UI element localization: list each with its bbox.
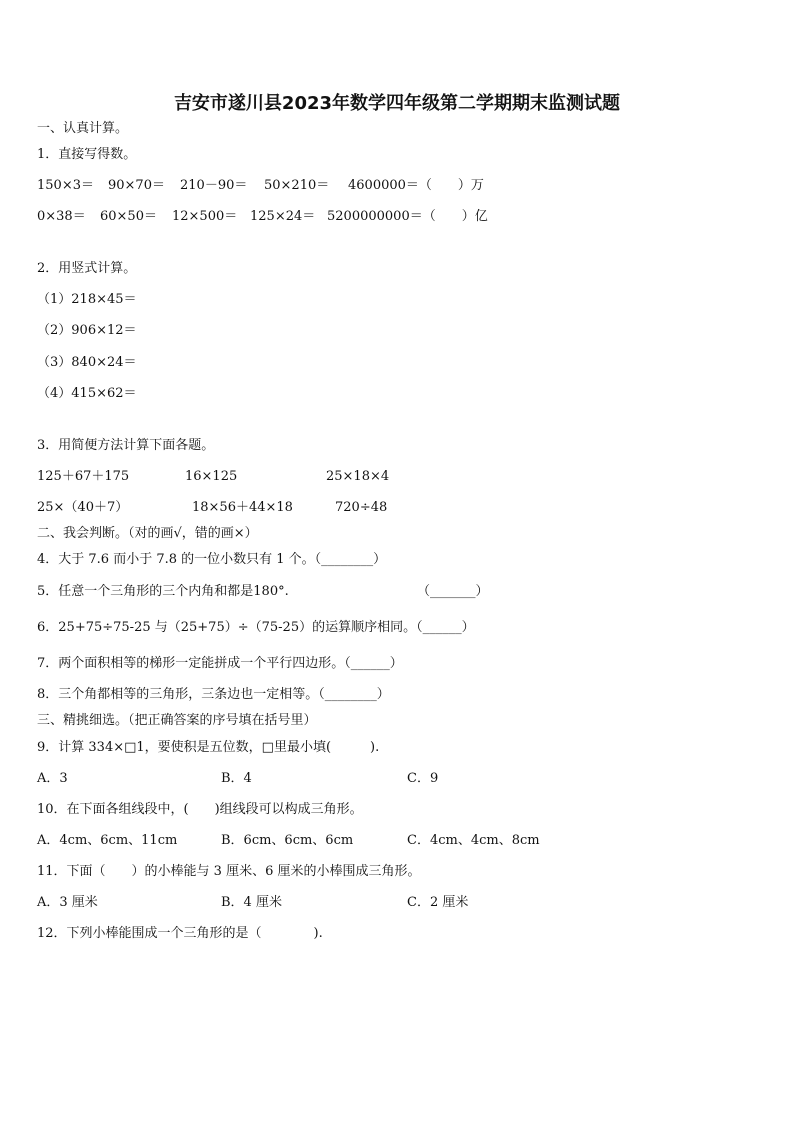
calc-item: 210－90＝: [180, 178, 248, 193]
judge-question-5-text: 5．任意一个三角形的三个内角和都是180°.: [37, 584, 289, 599]
calc-item: 12×500＝: [172, 209, 238, 224]
question-3-label: 3．用简便方法计算下面各题。: [37, 438, 215, 453]
option-c[interactable]: C．4cm、4cm、8cm: [407, 833, 540, 848]
choice-question-12: 12．下列小棒能围成一个三角形的是（ ).: [37, 926, 323, 941]
option-b[interactable]: B．4 厘米: [221, 895, 282, 910]
calc-item: 0×38＝: [37, 209, 86, 224]
answer-blank[interactable]: （_______）: [417, 584, 489, 599]
option-b[interactable]: B．6cm、6cm、6cm: [221, 833, 354, 848]
option-c[interactable]: C．9: [407, 771, 439, 786]
question-2-label: 2．用竖式计算。: [37, 261, 137, 276]
section-heading-3: 三、精挑细选。（把正确答案的序号填在括号里）: [37, 713, 317, 728]
calc-item: 60×50＝: [100, 209, 157, 224]
section-heading-1: 一、认真计算。: [37, 121, 129, 136]
judge-question-7: 7．两个面积相等的梯形一定能拼成一个平行四边形。（______）: [37, 656, 403, 671]
judge-question-4: 4．大于 7.6 而小于 7.8 的一位小数只有 1 个。（________）: [37, 552, 387, 567]
simplify-item: 720÷48: [335, 500, 388, 515]
simplify-item: 25×18×4: [326, 469, 390, 484]
option-c[interactable]: C．2 厘米: [407, 895, 469, 910]
judge-question-8: 8．三个角都相等的三角形，三条边也一定相等。（________）: [37, 687, 390, 702]
section-heading-2: 二、我会判断。（对的画√，错的画×）: [37, 526, 258, 541]
calc-item: 90×70＝: [108, 178, 165, 193]
judge-question-6: 6．25+75÷75-25 与（25+75）÷（75-25）的运算顺序相同。（______）: [37, 620, 475, 635]
option-a[interactable]: A．3 厘米: [37, 895, 98, 910]
page-title: 吉安市遂川县2023年数学四年级第二学期期末监测试题: [173, 93, 621, 114]
option-b[interactable]: B．4: [221, 771, 252, 786]
simplify-item: 16×125: [185, 469, 238, 484]
vertical-calc-item: （2）906×12＝: [37, 323, 137, 338]
vertical-calc-item: （3）840×24＝: [37, 355, 137, 370]
simplify-item: 125＋67＋175: [37, 469, 130, 484]
simplify-item: 25×（40＋7）: [37, 500, 129, 515]
vertical-calc-item: （4）415×62＝: [37, 386, 137, 401]
simplify-item: 18×56＋44×18: [192, 500, 293, 515]
calc-item: 150×3＝: [37, 178, 94, 193]
choice-question-10: 10．在下面各组线段中，( )组线段可以构成三角形。: [37, 802, 363, 817]
option-a[interactable]: A．3: [37, 771, 68, 786]
choice-question-9: 9．计算 334×□1，要使积是五位数，□里最小填( ).: [37, 740, 380, 755]
option-a[interactable]: A．4cm、6cm、11cm: [37, 833, 178, 848]
calc-item: 50×210＝: [264, 178, 330, 193]
question-1-label: 1．直接写得数。: [37, 147, 137, 162]
calc-item: 4600000＝（ ）万: [348, 178, 484, 193]
calc-item: 125×24＝: [250, 209, 316, 224]
vertical-calc-item: （1）218×45＝: [37, 292, 137, 307]
judge-question-5: [37, 584, 489, 600]
calc-item: 5200000000＝（ ）亿: [327, 209, 488, 224]
choice-question-11: 11．下面（ ）的小棒能与 3 厘米、6 厘米的小棒围成三角形。: [37, 864, 421, 879]
